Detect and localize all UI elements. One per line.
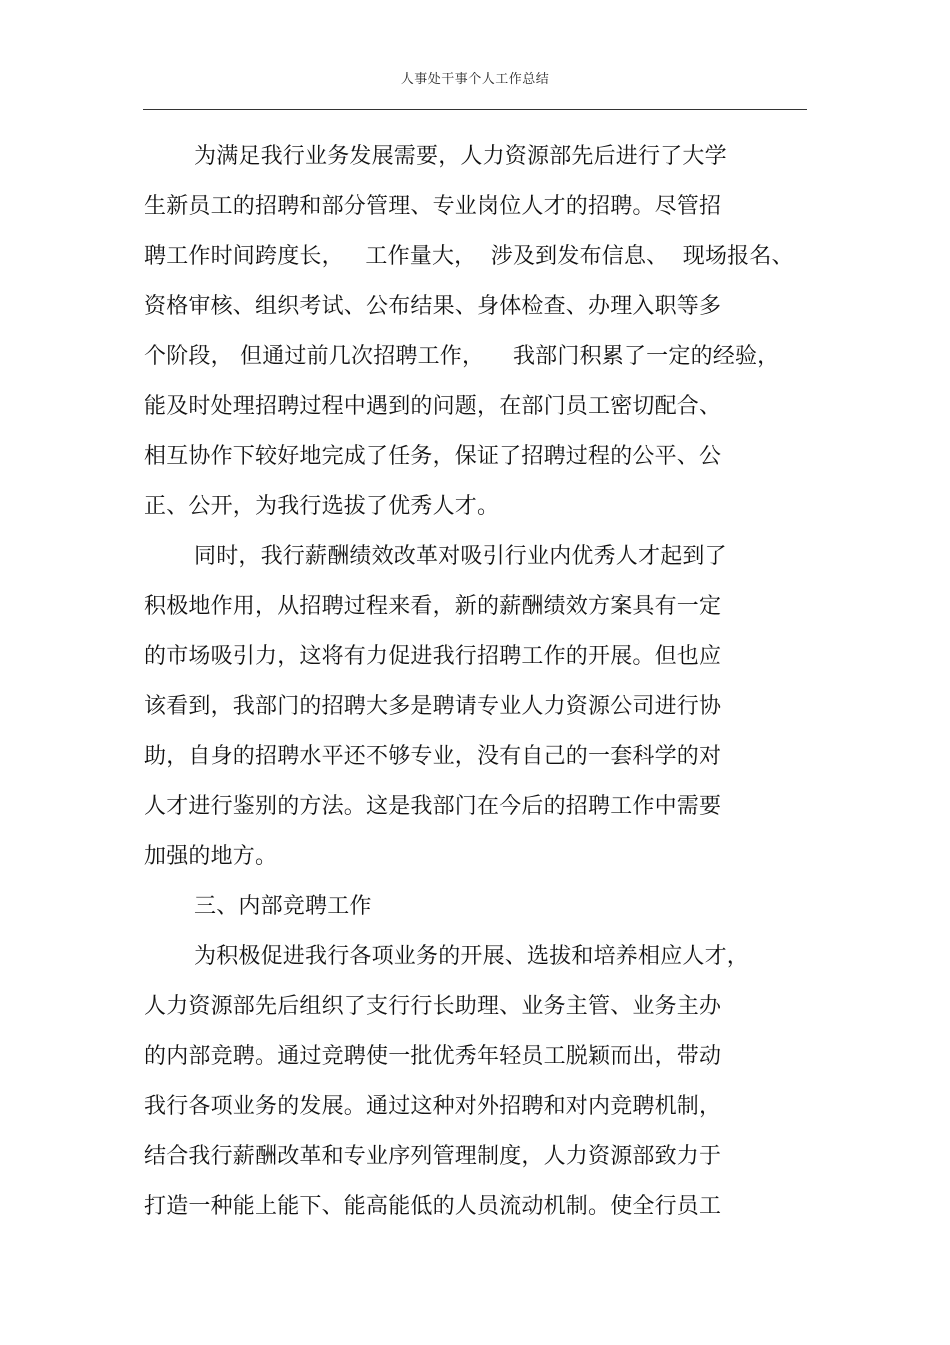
- page-header-title: 人事处干事个人工作总结: [400, 72, 550, 87]
- paragraph-line: 资格审核、组织考试、公布结果、身体检查、办理入职等多: [144, 294, 722, 319]
- paragraph-line: 生新员工的招聘和部分管理、专业岗位人才的招聘。尽管招: [144, 194, 722, 219]
- paragraph-line: 为满足我行业务发展需要，人力资源部先后进行了大学: [194, 144, 727, 169]
- paragraph-line: 个阶段， 但通过前几次招聘工作， 我部门积累了一定的经验，: [144, 344, 780, 369]
- paragraph-line: 聘工作时间跨度长， 工作量大， 涉及到发布信息、 现场报名、: [144, 244, 794, 269]
- paragraph-line: 加强的地方。: [144, 844, 278, 869]
- paragraph-line: 的市场吸引力，这将有力促进我行招聘工作的开展。但也应: [144, 644, 722, 669]
- paragraph-line: 人才进行鉴别的方法。这是我部门在今后的招聘工作中需要: [144, 794, 722, 819]
- section-heading: 三、内部竞聘工作: [194, 894, 372, 919]
- header-divider: [143, 109, 807, 110]
- paragraph-line: 助，自身的招聘水平还不够专业，没有自己的一套科学的对: [144, 744, 722, 769]
- paragraph-line: 的内部竞聘。通过竞聘使一批优秀年轻员工脱颖而出，带动: [144, 1044, 722, 1069]
- paragraph-line: 人力资源部先后组织了支行行长助理、业务主管、业务主办: [144, 994, 722, 1019]
- paragraph-line: 打造一种能上能下、能高能低的人员流动机制。使全行员工: [144, 1194, 722, 1219]
- paragraph-line: 我行各项业务的发展。通过这种对外招聘和对内竞聘机制，: [144, 1094, 722, 1119]
- paragraph-line: 该看到，我部门的招聘大多是聘请专业人力资源公司进行协: [144, 694, 722, 719]
- paragraph-line: 为积极促进我行各项业务的开展、选拔和培养相应人才，: [194, 944, 750, 969]
- paragraph-line: 相互协作下较好地完成了任务，保证了招聘过程的公平、公: [144, 444, 722, 469]
- paragraph-line: 同时，我行薪酬绩效改革对吸引行业内优秀人才起到了: [194, 544, 727, 569]
- paragraph-line: 能及时处理招聘过程中遇到的问题，在部门员工密切配合、: [144, 394, 722, 419]
- paragraph-line: 结合我行薪酬改革和专业序列管理制度，人力资源部致力于: [144, 1144, 722, 1169]
- paragraph-line: 积极地作用，从招聘过程来看，新的薪酬绩效方案具有一定: [144, 594, 722, 619]
- document-body: [144, 135, 804, 1235]
- paragraph-line: 正、公开，为我行选拔了优秀人才。: [144, 494, 500, 519]
